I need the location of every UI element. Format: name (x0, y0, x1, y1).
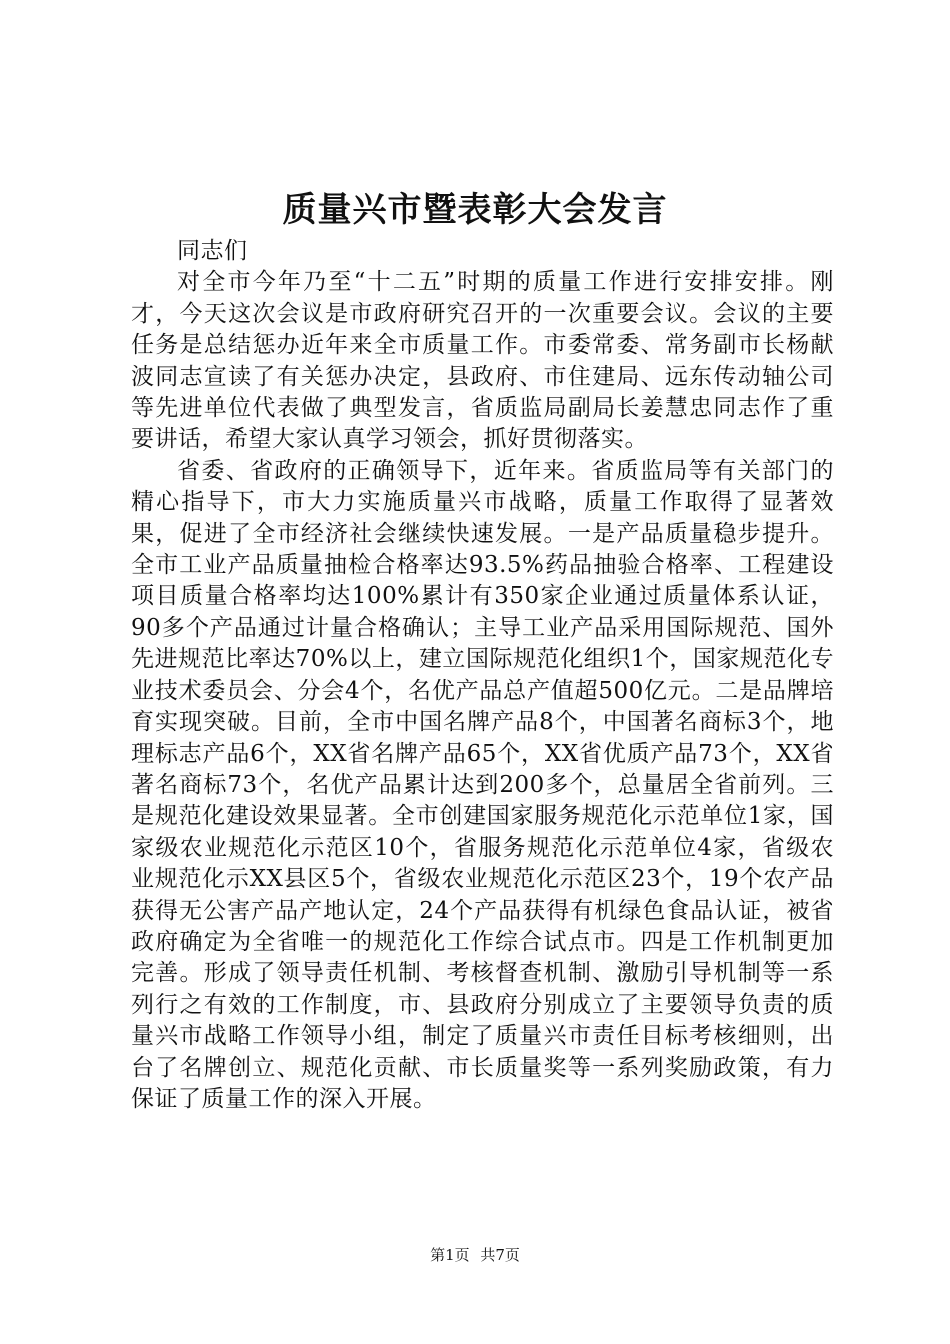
page-footer (0, 1245, 950, 1265)
salutation-paragraph: 同志们 (177, 238, 248, 264)
document-title: 质量兴市暨表彰大会发言 (282, 190, 668, 230)
page-total: 共7页 (480, 1246, 520, 1264)
document-body (131, 236, 834, 1115)
body-paragraph: 省委、省政府的正确领导下，近年来。省质监局等有关部门的精心指导下，市大力实施质量兴市战略，质量工作取得了显著效果，促进了全市经济社会继续快速发展。一是产品质量稳步提升。全市工业产品质量抽检合格率达93.5%药品抽验合格率、工程建设项目质量合格率均达100%累计有350家企业通过质量体系认证，90多个产品通过计量合格确认；主导工业产品采用国际规范、国外先进规范比率达70%以上，建立国际规范化组织1个，国家规范化专业技术委员会、分会4个，名优产品总产值超500亿元。二是品牌培育实现突破。目前，全市中国名牌产品8个，中国著名商标3个，地理标志产品6个，XX省名牌产品65个，XX省优质产品73个，XX省著名商标73个，名优产品累计达到200多个，总量居全省前列。三是规范化建设效果显著。全市创建国家服务规范化示范单位1家，国家级农业规范化示范区10个，省服务规范化示范单位4家，省级农业规范化示XX县区5个，省级农业规范化示范区23个，19个农产品获得无公害产品产地认定，24个产品获得有机绿色食品认证，被省政府确定为全省唯一的规范化工作综合试点市。四是工作机制更加完善。形成了领导责任机制、考核督查机制、激励引导机制等一系列行之有效的工作制度，市、县政府分别成立了主要领导负责的质量兴市战略工作领导小组，制定了质量兴市责任目标考核细则，出台了名牌创立、规范化贡献、市长质量奖等一系列奖励政策，有力保证了质量工作的深入开展。 (131, 457, 834, 1112)
page-number: 第1页 (430, 1246, 470, 1264)
body-paragraph: 对全市今年乃至“十二五”时期的质量工作进行安排安排。刚才，今天这次会议是市政府研究召开的一次重要会议。会议的主要任务是总结惩办近年来全市质量工作。市委常委、常务副市长杨献波同志宣读了有关惩办决定，县政府、市住建局、远东传动轴公司等先进单位代表做了典型发言，省质监局副局长姜慧忠同志作了重要讲话，希望大家认真学习领会，抓好贯彻落实。 (131, 269, 834, 453)
